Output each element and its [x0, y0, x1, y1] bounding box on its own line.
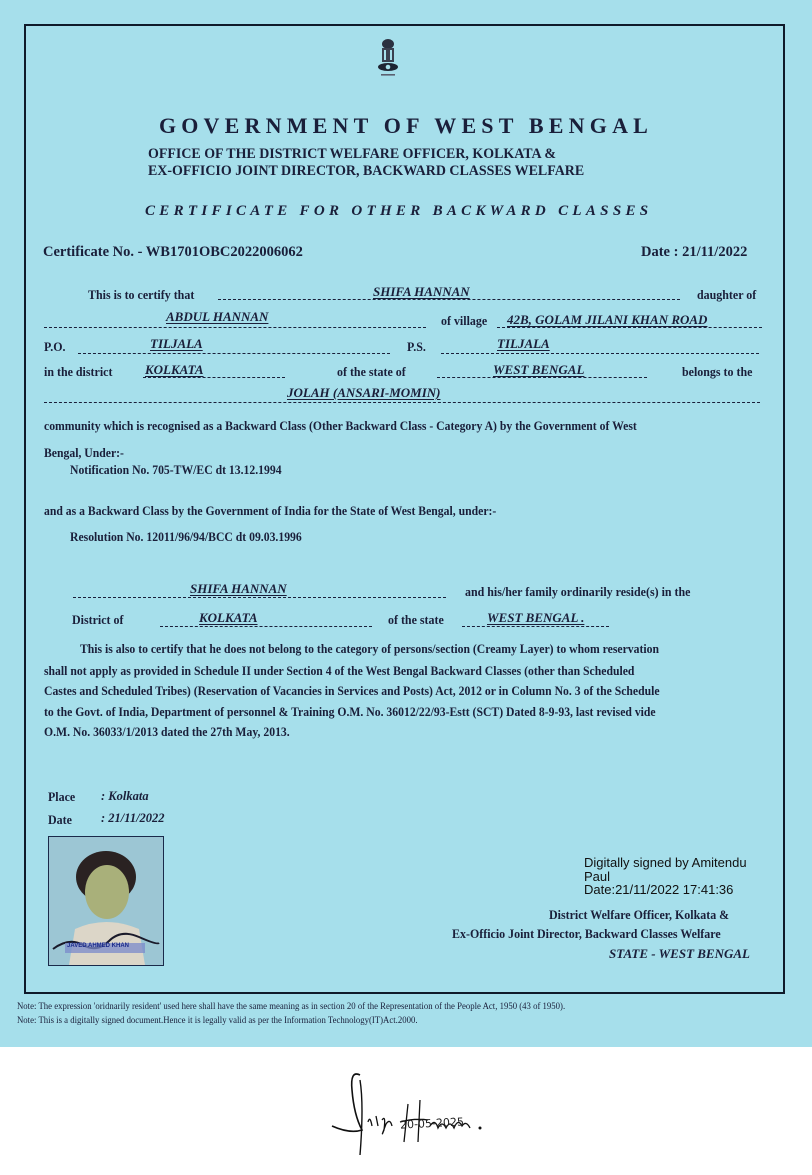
note-1: Note: The expression 'oridnarily resident' used here shall have the same meaning as in section 20 of the Representation of the People Act, 1950 (43 of 1950). — [17, 1002, 566, 1012]
district-value: KOLKATA — [145, 362, 204, 377]
india-text: and as a Backward Class by the Government of India for the State of West Bengal, under:- — [44, 503, 497, 518]
resident-district: KOLKATA — [199, 610, 258, 625]
district-label: in the district — [44, 364, 113, 379]
note-2: Note: This is a digitally signed document.Hence it is legally valid as per the Information Technology(IT)Act.2000. — [17, 1016, 418, 1026]
belongs-label: belongs to the — [682, 364, 753, 379]
creamy-line-1: This is also to certify that he does not belong to the category of persons/section (Creamy Layer) to whom reservation — [80, 641, 659, 656]
ps-label: P.S. — [407, 339, 426, 354]
village-label: of village — [441, 313, 488, 328]
ps-value: TILJALA — [497, 336, 550, 351]
resident-name: SHIFA HANNAN — [190, 581, 287, 596]
notification: Notification No. 705-TW/EC dt 13.12.1994 — [70, 462, 282, 477]
state-label: of the state of — [337, 364, 406, 379]
creamy-line-5: O.M. No. 36033/1/2013 dated the 27th May, 2013. — [44, 724, 290, 739]
certify-label: This is to certify that — [88, 287, 195, 302]
bengal-under: Bengal, Under:- — [44, 445, 124, 460]
place-value: : Kolkata — [101, 789, 149, 803]
po-value: TILJALA — [150, 336, 203, 351]
date-label: Date — [48, 812, 72, 827]
community-text: community which is recognised as a Backward Class (Other Backward Class - Category A) by the Government of West — [44, 418, 637, 433]
district-of-label: District of — [72, 612, 124, 627]
officer-line-1: District Welfare Officer, Kolkata & — [549, 907, 730, 922]
officer-line-3: STATE - WEST BENGAL — [609, 946, 750, 961]
of-the-state-label: of the state — [388, 612, 444, 627]
ashoka-emblem-icon — [374, 36, 402, 80]
state-value: WEST BENGAL — [493, 362, 585, 377]
handwritten-signature — [320, 1060, 500, 1170]
creamy-line-3: Castes and Scheduled Tribes) (Reservation of Vacancies in Services and Posts) Act, 2012 or in Column No. 3 of the Schedule — [44, 683, 660, 698]
date-value: : 21/11/2022 — [101, 811, 165, 825]
resident-district-dash-line — [160, 626, 372, 627]
community-value: JOLAH (ANSARI-MOMIN) — [287, 385, 441, 400]
place-label: Place — [48, 789, 76, 804]
digital-signature-line-1: Digitally signed by Amitendu — [584, 855, 747, 870]
relation-label: daughter of — [697, 287, 757, 302]
community-dash-line — [44, 402, 760, 403]
certificate-title: CERTIFICATE FOR OTHER BACKWARD CLASSES — [145, 203, 653, 219]
applicant-photo — [48, 836, 164, 966]
parent-dash-line — [44, 327, 426, 328]
village-value: 42B, GOLAM JILANI KHAN ROAD — [507, 312, 708, 327]
office-line-2: EX-OFFICIO JOINT DIRECTOR, BACKWARD CLASSES WELFARE — [148, 163, 585, 179]
resident-state-dash-line — [462, 626, 609, 627]
photo-attestation-stamp: JAVED AHMED KHAN — [67, 943, 130, 949]
officer-line-2: Ex-Officio Joint Director, Backward Classes Welfare — [452, 926, 721, 941]
resolution: Resolution No. 12011/96/94/BCC dt 09.03.1996 — [70, 529, 302, 544]
certificate-date: Date : 21/11/2022 — [641, 244, 748, 260]
reside-label: and his/her family ordinarily reside(s) in the — [465, 584, 691, 599]
signature-date: 20-05-2025 — [399, 1115, 465, 1132]
office-line-1: OFFICE OF THE DISTRICT WELFARE OFFICER, KOLKATA & — [148, 146, 556, 162]
creamy-line-2: shall not apply as provided in Schedule II under Section 4 of the West Bengal Backward Classes (other than Scheduled — [44, 663, 635, 678]
ps-dash-line — [441, 353, 759, 354]
digital-signature-line-3: Date:21/11/2022 17:41:36 — [584, 882, 734, 897]
parent-name: ABDUL HANNAN — [166, 309, 269, 324]
resident-dash-line — [73, 597, 446, 598]
creamy-line-4: to the Govt. of India, Department of personnel & Training O.M. No. 36012/22/93-Estt (SCT) Dated 8-9-93, last revised vide — [44, 704, 656, 719]
digital-signature-line-2: Paul — [584, 869, 611, 884]
certificate-number: Certificate No. - WB1701OBC2022006062 — [43, 244, 303, 260]
po-label: P.O. — [44, 339, 66, 354]
po-dash-line — [78, 353, 390, 354]
applicant-name: SHIFA HANNAN — [373, 284, 470, 299]
resident-state: WEST BENGAL . — [487, 610, 585, 625]
government-title: GOVERNMENT OF WEST BENGAL — [158, 113, 654, 138]
